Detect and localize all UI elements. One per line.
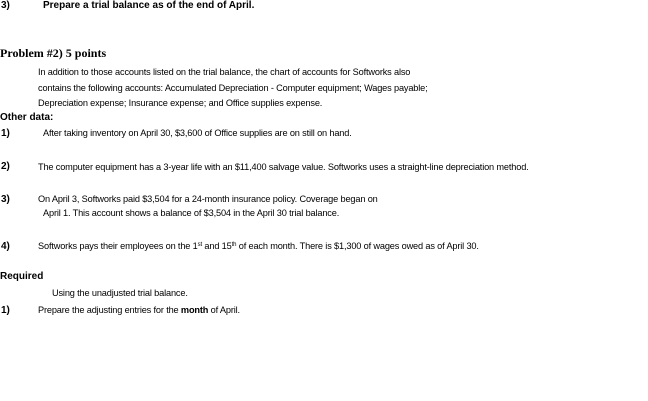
item-1-number: 1) bbox=[1, 128, 10, 139]
item-1-text: After taking inventory on April 30, $3,600 of Office supplies are on still on hand. bbox=[43, 128, 352, 138]
other-data-heading: Other data: bbox=[0, 112, 54, 123]
item-3-line-2: April 1. This account shows a balance of $3,504 in the April 30 trial balance. bbox=[43, 208, 340, 218]
item-4-text: Softworks pays their employees on the 1st and 15th of each month. There is $1,300 of wages owed as of April 30. bbox=[38, 241, 479, 251]
item-3-number: 3) bbox=[1, 194, 10, 205]
header-number: 3) bbox=[1, 0, 10, 11]
problem-title: Problem #2) 5 points bbox=[0, 46, 107, 60]
required-heading: Required bbox=[0, 271, 44, 282]
header-instruction: Prepare a trial balance as of the end of April. bbox=[43, 0, 255, 11]
required-item-1-number: 1) bbox=[1, 305, 10, 316]
item-4-number: 4) bbox=[1, 241, 10, 252]
problem-line-3: Depreciation expense; Insurance expense; and Office supplies expense. bbox=[38, 98, 323, 108]
required-subtext: Using the unadjusted trial balance. bbox=[52, 288, 188, 298]
required-item-1-text: Prepare the adjusting entries for the month of April. bbox=[38, 305, 240, 315]
problem-line-2: contains the following accounts: Accumulated Depreciation - Computer equipment; Wages payable; bbox=[38, 83, 428, 93]
item-3-line-1: On April 3, Softworks paid $3,504 for a 24-month insurance policy. Coverage began on bbox=[38, 194, 378, 204]
item-2-number: 2) bbox=[1, 161, 10, 172]
problem-line-1: In addition to those accounts listed on the trial balance, the chart of accounts for Softworks also bbox=[38, 67, 411, 77]
item-2-text: The computer equipment has a 3-year life with an $11,400 salvage value. Softworks uses a straight-line depreciation method. bbox=[38, 162, 529, 172]
